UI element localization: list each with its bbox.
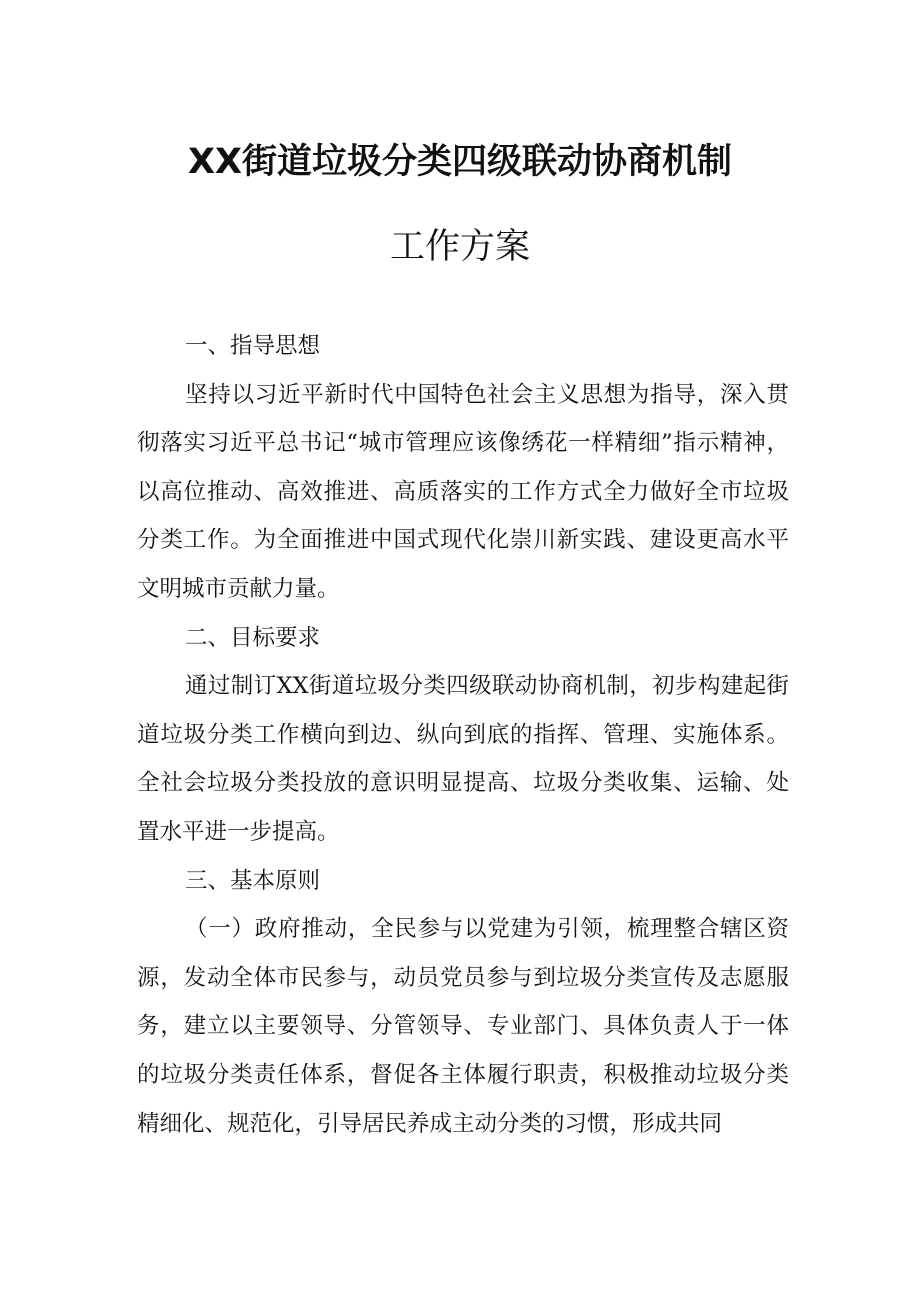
- document-body: [137, 322, 789, 1148]
- section-3-paragraph: （一）政府推动，全民参与以党建为引领，梳理整合辖区资源，发动全体市民参与，动员党员参与到垃圾分类宣传及志愿服务，建立以主要领导、分管领导、专业部门、具体负责人于一体的垃圾分类责任体系，督促各主体履行职责，积极推动垃圾分类精细化、规范化，引导居民养成主动分类的习惯，形成共同: [137, 916, 789, 1137]
- section-3-heading: 三、基本原则: [185, 867, 321, 894]
- section-2-paragraph: 通过制订XX街道垃圾分类四级联动协商机制，初步构建起街道垃圾分类工作横向到边、纵向到底的指挥、管理、实施体系。全社会垃圾分类投放的意识明显提高、垃圾分类收集、运输、处置水平进一步提高。: [137, 673, 789, 845]
- document-title-line-1: XX街道垃圾分类四级联动协商机制: [188, 142, 732, 182]
- section-1-paragraph: 坚持以习近平新时代中国特色社会主义思想为指导，深入贯彻落实习近平总书记“城市管理应该像绣花一样精细”指示精神，以高位推动、高效推进、高质落实的工作方式全力做好全市垃圾分类工作。为全面推进中国式现代化崇川新实践、建设更高水平文明城市贡献力量。: [137, 381, 789, 602]
- document-title-line-2: 工作方案: [389, 227, 530, 267]
- section-1-heading: 一、指导思想: [185, 333, 321, 359]
- section-2-heading: 二、目标要求: [185, 624, 321, 651]
